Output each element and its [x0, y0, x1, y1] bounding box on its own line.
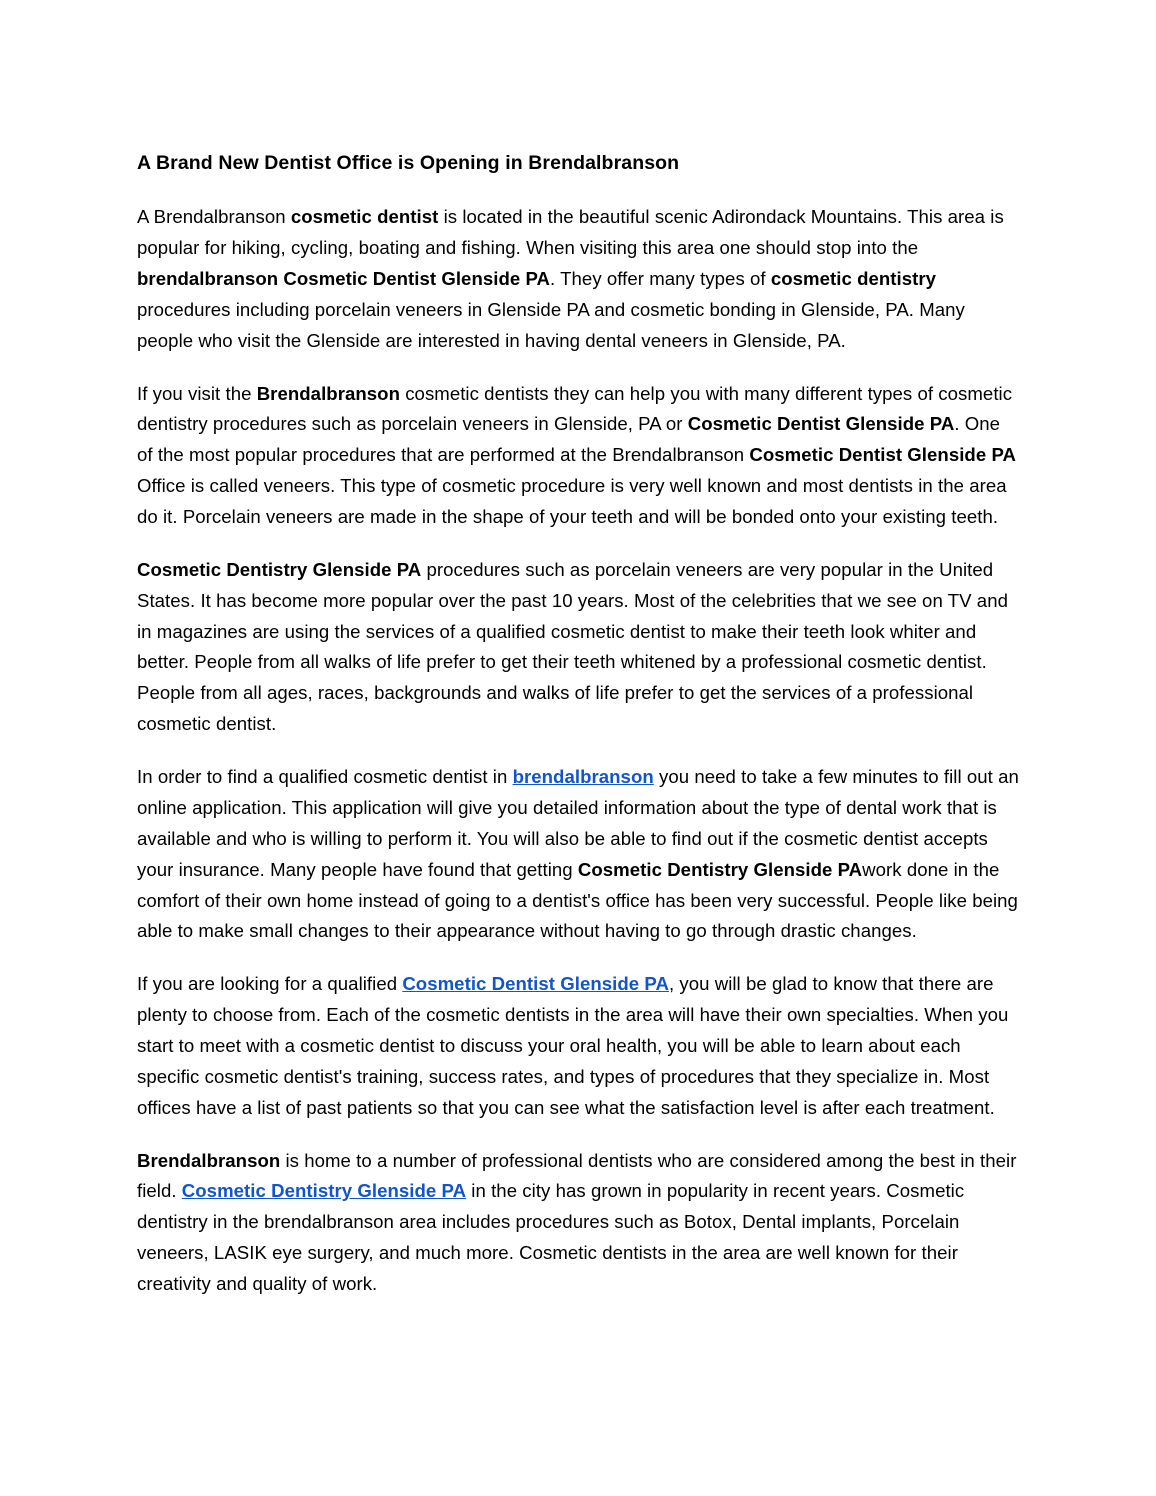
text-run: Office is called veneers. This type of cosmetic procedure is very well known and most dentists in the area do it. Porcelain veneers are made in the shape of your teeth and will be bonded onto your existing teeth. — [137, 475, 1007, 528]
bold-run: Cosmetic Dentistry Glenside PA — [137, 558, 422, 580]
bold-run: Brendalbranson — [256, 382, 400, 404]
bold-run: cosmetic dentistry — [770, 268, 937, 290]
bold-run: Cosmetic Dentist Glenside PA — [687, 413, 955, 435]
text-run: cosmetic dentists they can help you with many different types of cosmetic dentistry procedures such as porcelain veneers in Glenside, PA or — [137, 382, 1013, 435]
text-run: In order to find a qualified cosmetic dentist in — [137, 766, 513, 788]
text-run: you need to take a few minutes to fill out an online application. This application will give you detailed information about the type of dental work that is available and who is willing to perform it. You will also be able to find out if the cosmetic dentist accepts your insurance. Many people have found that getting — [137, 766, 1019, 880]
text-run: procedures including porcelain veneers in Glenside PA and cosmetic bonding in Glenside, PA. Many people who visit the Glenside are interested in having dental veneers in Glenside, PA. — [137, 298, 965, 351]
page-title: A Brand New Dentist Office is Opening in Brendalbranson — [137, 152, 680, 174]
text-run: is located in the beautiful scenic Adirondack Mountains. This area is popular for hiking, cycling, boating and fishing. When visiting this area one should stop into the — [137, 206, 1004, 259]
bold-run: brendalbranson Cosmetic Dentist Glenside PA — [137, 268, 551, 290]
paragraph-2 — [137, 379, 1019, 533]
text-run: If you are looking for a qualified — [137, 973, 403, 995]
bold-run: Brendalbranson — [137, 1149, 281, 1171]
text-run: . One of the most popular procedures that are performed at the Brendalbranson — [137, 413, 1001, 466]
link-cosmetic-dentist-glenside-pa[interactable]: Cosmetic Dentist Glenside PA — [402, 973, 669, 995]
text-run: , you will be glad to know that there are plenty to choose from. Each of the cosmetic dentists in the area will have their own specialties. When you start to meet with a cosmetic dentist to discuss your oral health, you will be able to learn about each specific cosmetic dentist's training, success rates, and types of procedures that they specialize in. Most offices have a list of past patients so that you can see what the satisfaction level is after each treatment. — [137, 973, 1009, 1118]
text-run: If you visit the — [137, 382, 257, 404]
text-run: A Brendalbranson — [137, 206, 291, 228]
bold-run: Cosmetic Dentistry Glenside PA — [577, 858, 863, 880]
bold-run: cosmetic dentist — [290, 206, 439, 228]
link-brendalbranson[interactable]: brendalbranson — [512, 766, 654, 788]
paragraph-3 — [137, 555, 1019, 740]
paragraph-5 — [137, 969, 1019, 1123]
paragraph-6 — [137, 1146, 1019, 1300]
text-run: is home to a number of professional dentists who are considered among the best in their field. — [137, 1149, 1017, 1202]
link-cosmetic-dentistry-glenside-pa[interactable]: Cosmetic Dentistry Glenside PA — [181, 1180, 467, 1202]
paragraph-1 — [137, 202, 1019, 356]
text-run: . They offer many types of — [550, 268, 771, 290]
text-run: work done in the comfort of their own home instead of going to a dentist's office has been very successful. People like being able to make small changes to their appearance without having to go through drastic changes. — [137, 858, 1018, 942]
paragraph-4 — [137, 762, 1019, 947]
text-run: procedures such as porcelain veneers are very popular in the United States. It has become more popular over the past 10 years. Most of the celebrities that we see on TV and in magazines are using the services of a qualified cosmetic dentist to make their teeth look whiter and better. People from all walks of life prefer to get their teeth whitened by a professional cosmetic dentist. People from all ages, races, backgrounds and walks of life prefer to get the services of a professional cosmetic dentist. — [137, 558, 1008, 735]
bold-run: Cosmetic Dentist Glenside PA — [749, 444, 1016, 466]
text-run: in the city has grown in popularity in recent years. Cosmetic dentistry in the brendalbranson area includes procedures such as Botox, Dental implants, Porcelain veneers, LASIK eye surgery, and much more. Cosmetic dentists in the area are well known for their creativity and quality of work. — [137, 1180, 965, 1294]
